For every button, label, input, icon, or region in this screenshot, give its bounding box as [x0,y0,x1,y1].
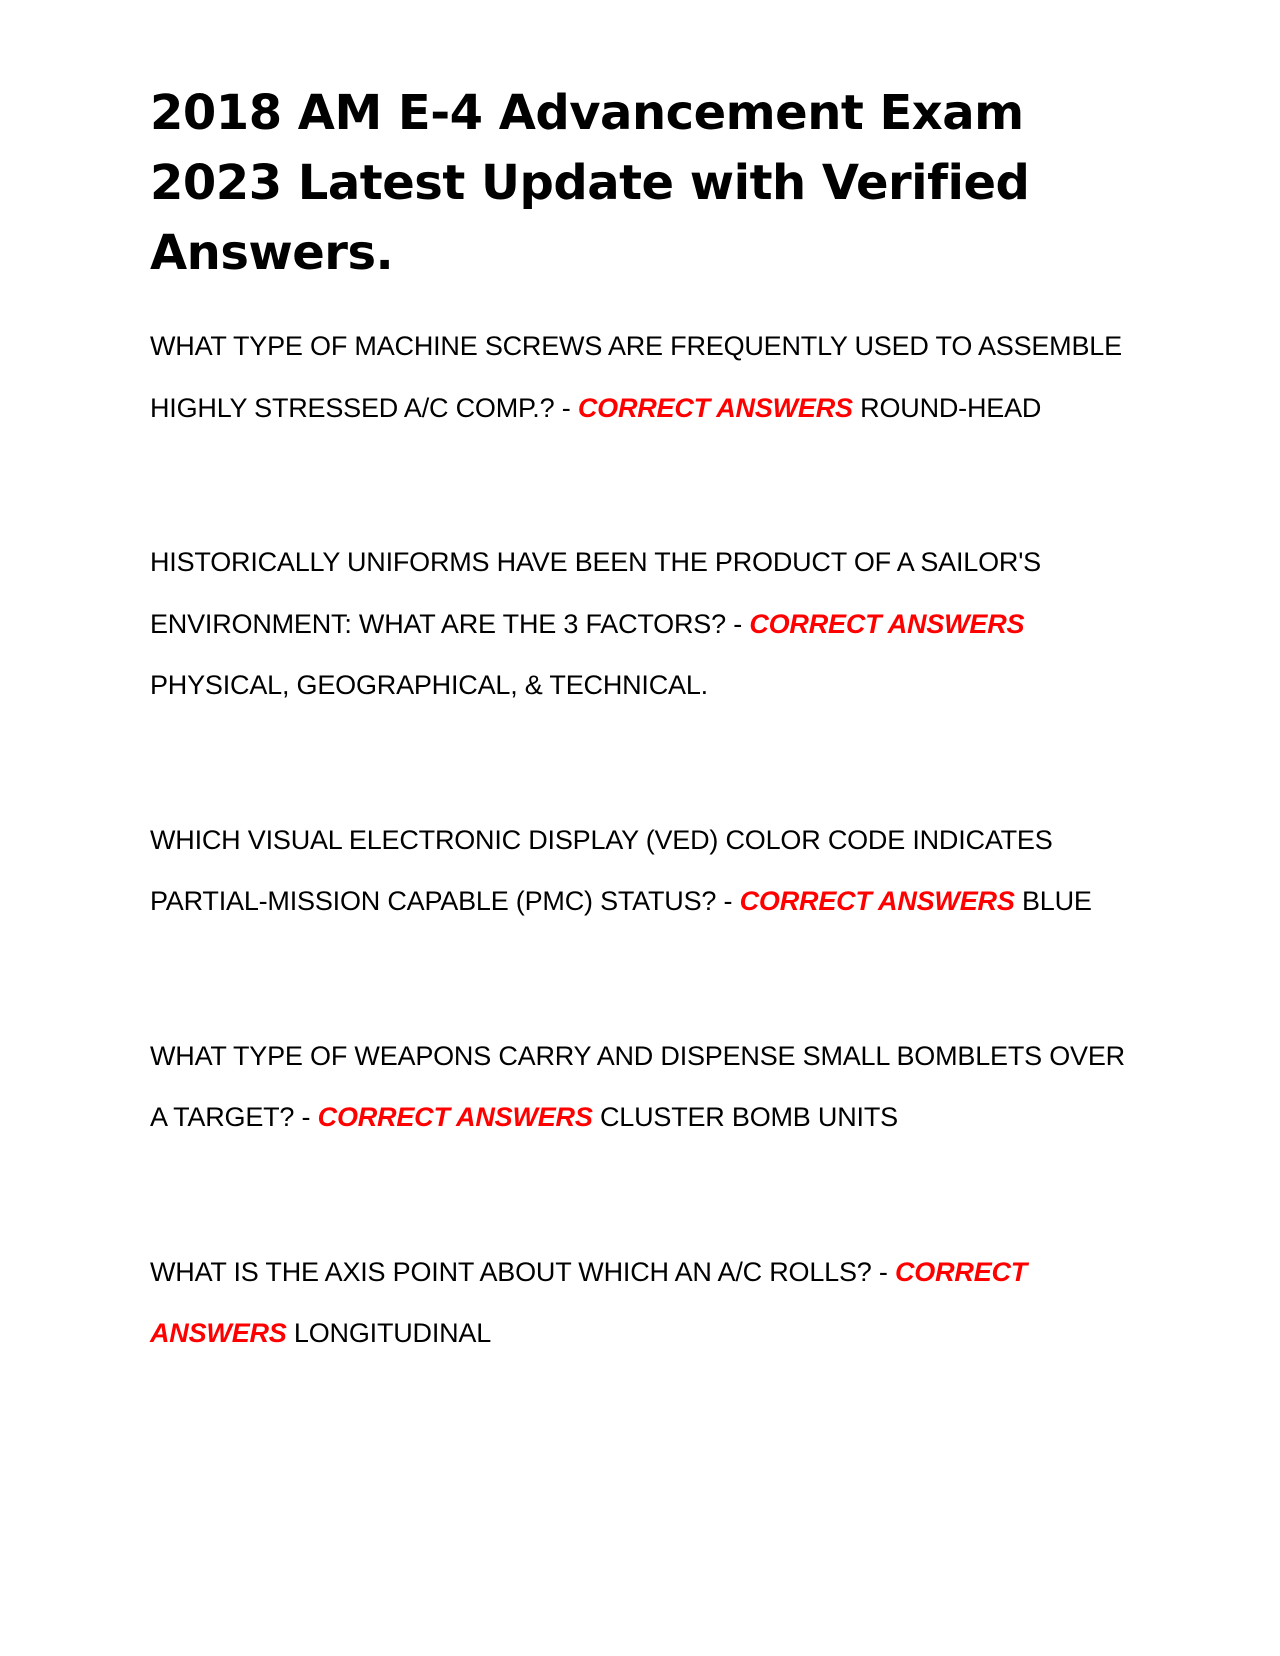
question-text: WHAT TYPE OF WEAPONS CARRY AND DISPENSE SMALL BOMBLETS OVER A TARGET? [150,1040,1125,1132]
qa-item [150,316,1130,439]
question-list [150,316,1130,1365]
qa-item [150,1242,1130,1365]
question-text: WHAT IS THE AXIS POINT ABOUT WHICH AN A/C ROLLS? [150,1256,872,1287]
separator: - [294,1102,318,1132]
question-text: HISTORICALLY UNIFORMS HAVE BEEN THE PRODUCT OF A SAILOR'S ENVIRONMENT: WHAT ARE THE 3 FACTORS? [150,547,1041,639]
qa-item [150,1026,1130,1149]
correct-answers-marker: CORRECT ANSWERS [150,1256,1028,1348]
answer-text: PHYSICAL, GEOGRAPHICAL, & TECHNICAL. [150,670,708,700]
separator: - [871,1256,895,1287]
question-text: WHICH VISUAL ELECTRONIC DISPLAY (VED) COLOR CODE INDICATES PARTIAL-MISSION CAPABLE (PMC) STATUS? [150,824,1053,916]
answer-text: BLUE [1021,886,1092,916]
separator: - [554,392,578,423]
document-page [150,78,1130,1365]
qa-item [150,810,1130,933]
document-title: 2018 AM E-4 Advancement Exam 2023 Latest Update with Verified Answers. [150,85,1030,281]
correct-answers-marker: CORRECT ANSWERS [317,1102,593,1132]
correct-answers-marker: CORRECT ANSWERS [739,886,1015,916]
correct-answers-marker: CORRECT ANSWERS [749,608,1025,639]
correct-answers-marker: CORRECT ANSWERS [577,392,853,423]
answer-text: CLUSTER BOMB UNITS [599,1102,898,1132]
qa-item [150,532,1130,717]
answer-text: LONGITUDINAL [293,1318,492,1348]
answer-text: ROUND-HEAD [860,392,1042,423]
separator: - [716,886,740,916]
question-text: WHAT TYPE OF MACHINE SCREWS ARE FREQUENTLY USED TO ASSEMBLE HIGHLY STRESSED A/C COMP.? [150,331,1122,423]
separator: - [725,608,750,639]
